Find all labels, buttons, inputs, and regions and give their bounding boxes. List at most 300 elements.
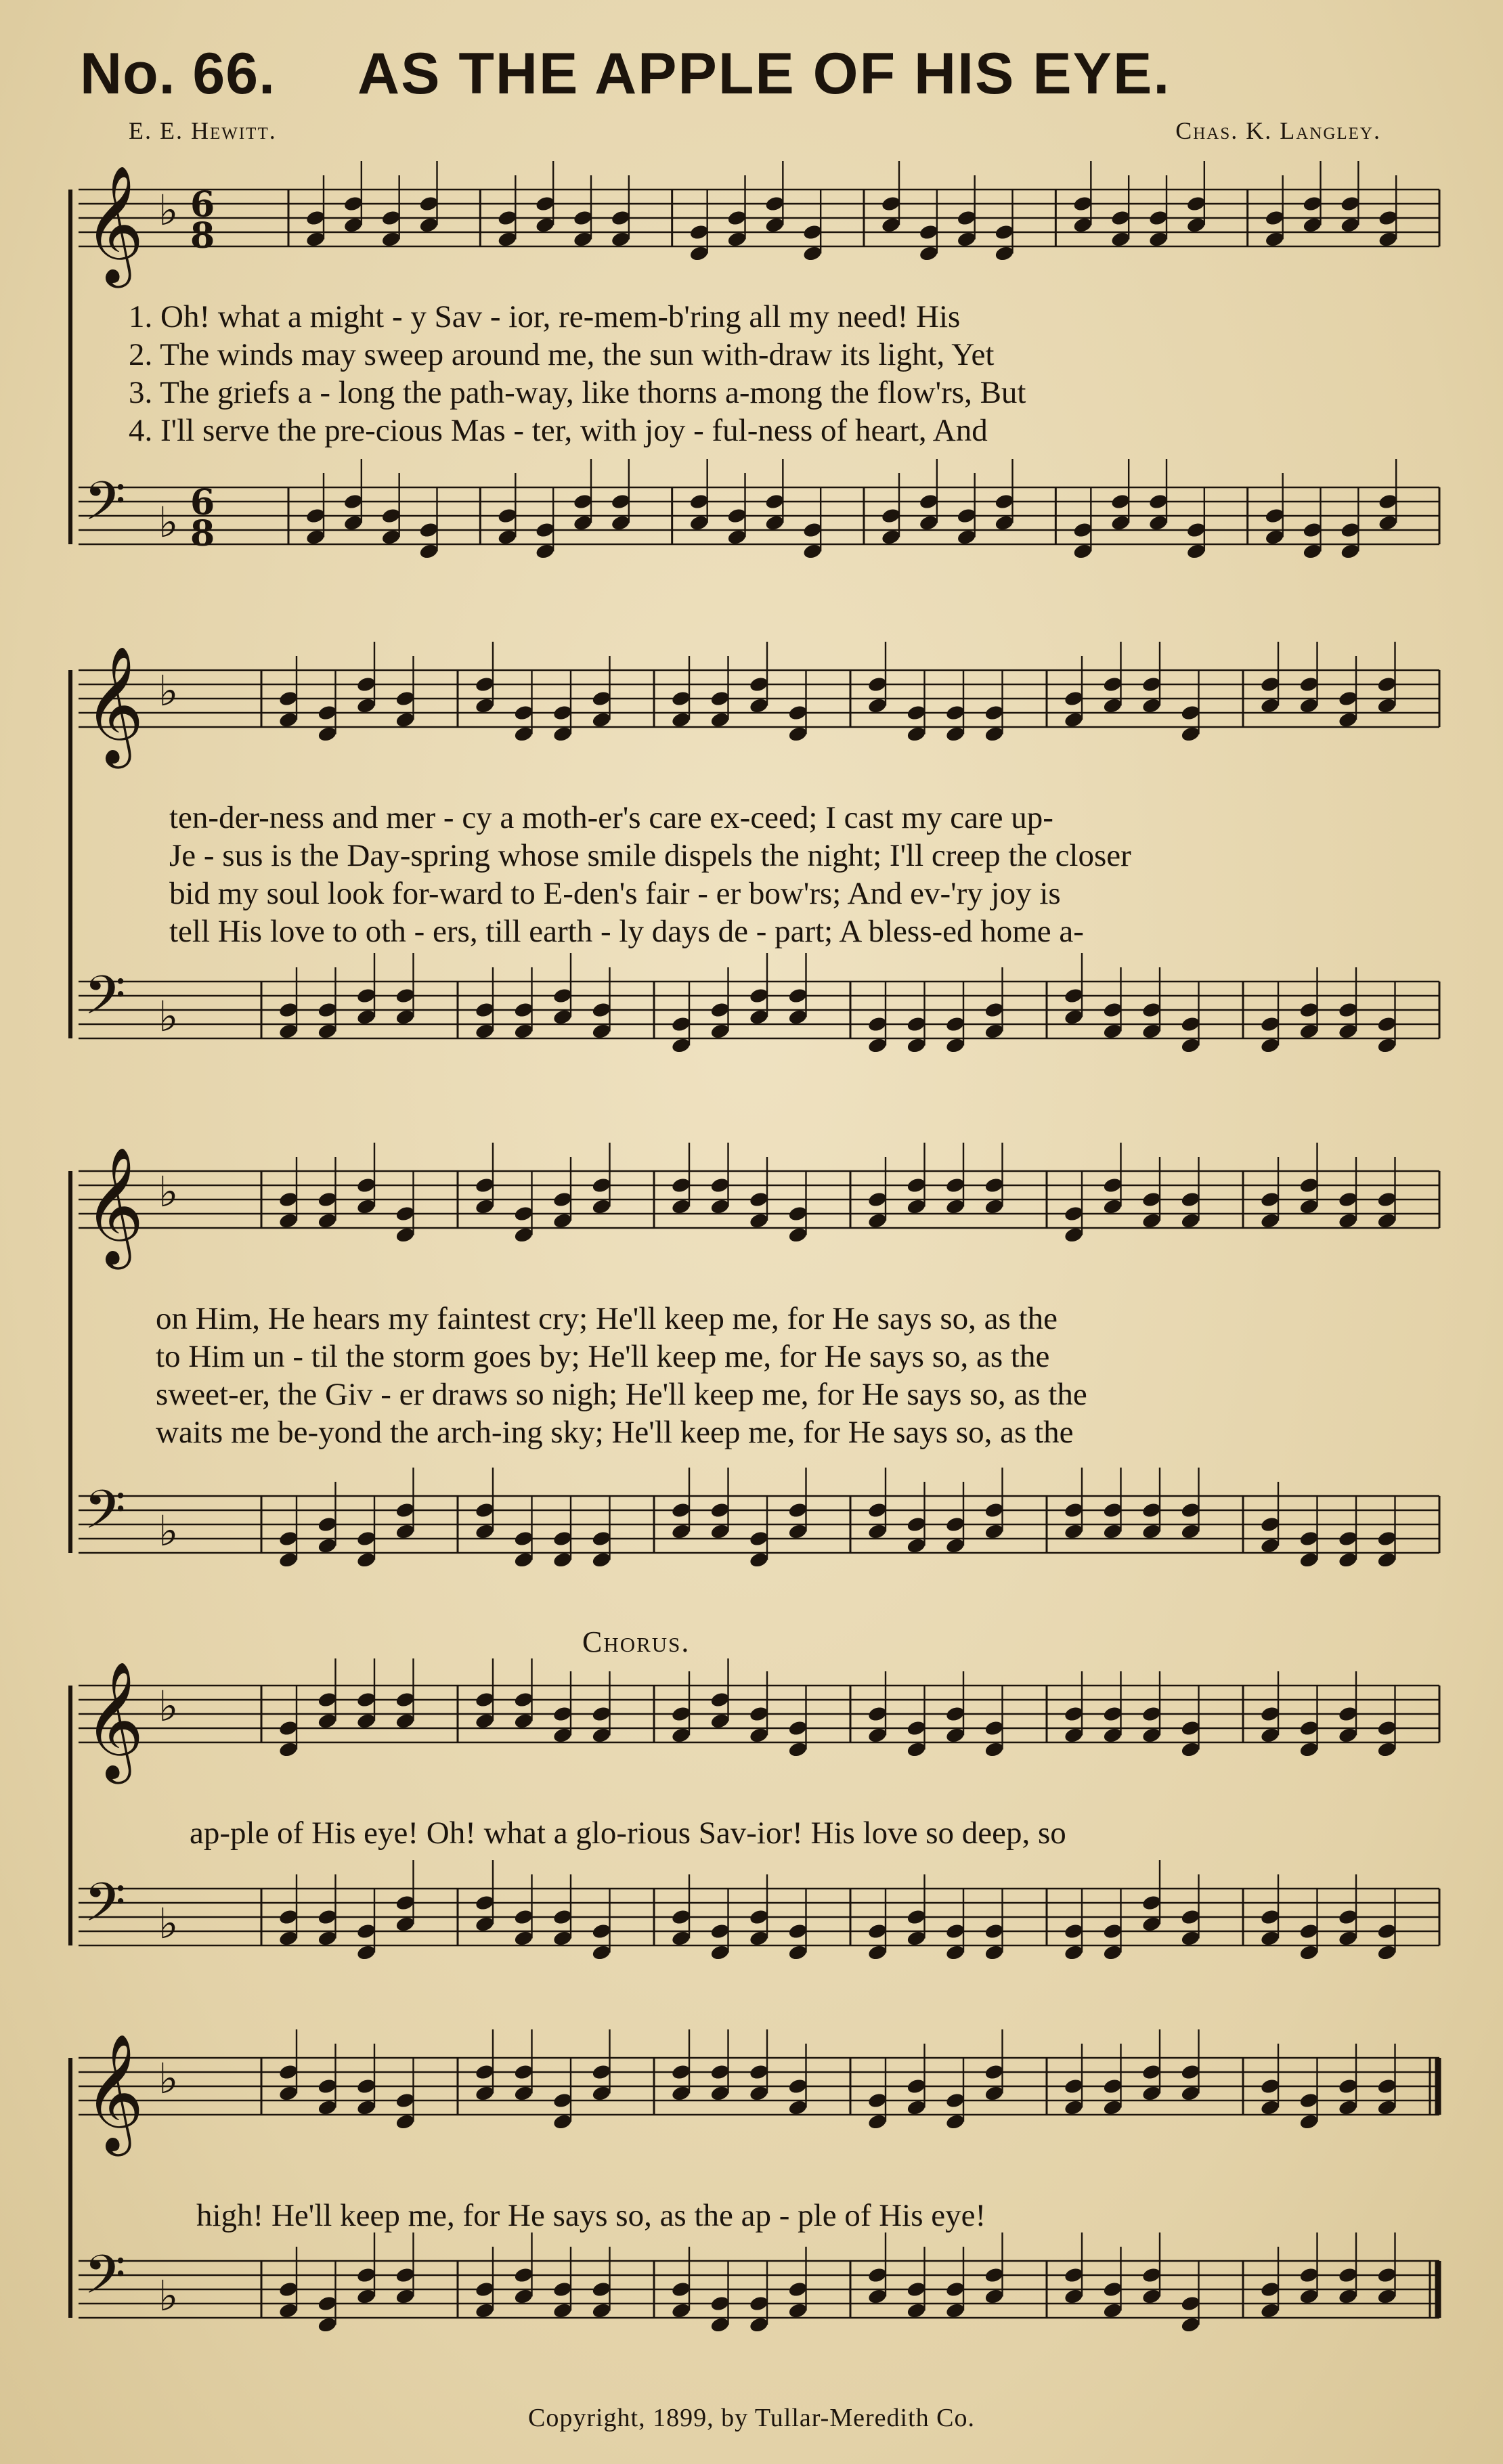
note-head [1180,2063,1201,2081]
note-head [1102,2302,1123,2320]
note-head [1340,195,1361,213]
note-head [1299,697,1320,715]
note-head [1376,1719,1397,1737]
note-head [1299,1552,1320,1569]
note-head [1299,1741,1320,1759]
note-head [513,2288,534,2306]
note-head [1338,1191,1359,1208]
note-head [591,2281,612,2298]
note-head [1141,697,1162,715]
note-head [1102,1001,1123,1019]
note-head [867,676,888,693]
note-head [1186,543,1207,560]
note-head [867,697,888,715]
note-head [1338,2099,1359,2117]
note-head [591,2063,612,2081]
note-head [278,1001,299,1019]
note-head [395,2266,416,2284]
note-head [671,1523,692,1541]
note-head [749,2085,770,2103]
note-head [994,223,1015,241]
note-head [1141,1212,1162,1230]
note-head [671,2302,692,2320]
verse-lyrics-block-3 [156,1300,1456,1451]
note-head [317,1930,338,1948]
note-head [787,726,808,743]
note-head [1064,2288,1085,2306]
note-head [278,2281,299,2298]
note-head [1072,217,1093,234]
note-head [573,493,594,510]
note-head [1180,726,1201,743]
note-head [1260,1705,1281,1723]
note-head [1064,1523,1085,1541]
note-head [984,2063,1005,2081]
note-head [1102,2281,1123,2298]
note-head [513,1713,534,1730]
note-head [317,1001,338,1019]
note-head [710,1922,731,1940]
note-head [552,1705,573,1723]
note-head [945,1922,966,1940]
note-head [710,1176,731,1194]
note-head [573,514,594,532]
note-head [710,690,731,707]
note-head [1102,1501,1123,1519]
note-head [919,223,940,241]
note-head [356,697,377,715]
note-head [787,1523,808,1541]
note-head [1338,1530,1359,1547]
note-head [919,493,940,510]
note-head [906,726,927,743]
note-head [1141,1191,1162,1208]
note-head [1376,1552,1397,1569]
note-head [573,209,594,227]
note-head [984,1944,1005,1962]
note-head [1141,1023,1162,1040]
note-head [513,1001,534,1019]
note-head [1180,1212,1201,1230]
note-head [1378,493,1399,510]
note-head [356,987,377,1005]
note-head [867,1015,888,1033]
note-head [475,1916,496,1933]
note-head [726,529,747,546]
note-head [278,711,299,729]
note-head [906,1198,927,1216]
note-head [356,1176,377,1194]
note-head [1064,1205,1085,1223]
note-head [710,1944,731,1962]
note-head [906,1176,927,1194]
note-head [591,690,612,707]
note-head [395,711,416,729]
note-head [984,1922,1005,1940]
note-head [1064,1705,1085,1723]
note-head [1299,1198,1320,1216]
note-head [671,1176,692,1194]
flat-icon: ♭ [158,992,179,1041]
note-head [591,1023,612,1040]
note-head [1141,1705,1162,1723]
note-head [475,1176,496,1194]
note-head [475,1523,496,1541]
note-head [1141,1001,1162,1019]
note-head [356,2099,377,2117]
chorus-label: Chorus. [582,1625,691,1658]
note-head [356,1713,377,1730]
note-head [802,543,823,560]
note-head [867,1727,888,1744]
note-head [317,704,338,722]
note-head [726,231,747,248]
note-head [867,2266,888,2284]
note-head [513,1691,534,1709]
note-head [1338,1552,1359,1569]
note-head [945,2302,966,2320]
note-head [945,2113,966,2131]
note-head [497,507,518,525]
note-head [356,1944,377,1962]
note-head [994,514,1015,532]
note-head [1110,514,1131,532]
note-head [867,1705,888,1723]
note-head [573,231,594,248]
note-head [881,507,902,525]
note-head [497,209,518,227]
note-head [984,1719,1005,1737]
note-head [749,1530,770,1547]
note-head [475,1691,496,1709]
note-head [317,2295,338,2312]
note-head [1064,2077,1085,2095]
note-head [395,2113,416,2131]
note-head [710,2085,731,2103]
note-head [726,209,747,227]
note-head [317,1713,338,1730]
note-head [906,1015,927,1033]
note-head [1148,231,1169,248]
note-head [395,1691,416,1709]
note-head [1338,1930,1359,1948]
note-head [317,1023,338,1040]
note-head [689,493,710,510]
note-head [278,1930,299,1948]
note-head [1260,1516,1281,1533]
note-head [787,2099,808,2117]
note-head [906,1908,927,1926]
note-head [1299,1922,1320,1940]
note-head [611,514,632,532]
note-head [1072,195,1093,213]
note-head [475,1001,496,1019]
note-head [535,195,556,213]
note-head [418,217,439,234]
lyric-line: to Him un - til the storm goes by; He'll keep me, for He says so, as the [156,1339,1050,1374]
flat-icon: ♭ [158,666,179,716]
note-head [671,1501,692,1519]
note-head [380,231,401,248]
note-head [475,2302,496,2320]
note-head [881,529,902,546]
lyric-line: bid my soul look for-ward to E-den's fair - er bow'rs; And ev-'ry joy is [169,876,1061,911]
note-head [945,1037,966,1055]
note-head [1260,1537,1281,1555]
note-head [497,529,518,546]
note-head [1338,2266,1359,2284]
note-head [535,543,556,560]
note-head [671,1930,692,1948]
flat-icon: ♭ [158,1899,179,1948]
note-head [1376,1741,1397,1759]
note-head [1102,1705,1123,1723]
note-head [343,217,364,234]
treble-clef-icon: 𝄞 [84,1147,144,1264]
note-head [278,1212,299,1230]
note-head [710,2316,731,2334]
note-head [749,697,770,715]
flat-icon: ♭ [158,2271,179,2320]
note-head [356,1009,377,1026]
note-head [1102,2099,1123,2117]
note-head [749,2295,770,2312]
note-head [1299,676,1320,693]
title-row [80,41,1423,115]
note-head [395,987,416,1005]
note-head [278,1023,299,1040]
bass-clef-icon: 𝄢 [84,964,126,1040]
note-head [1180,2295,1201,2312]
note-head [1376,1015,1397,1033]
note-head [881,217,902,234]
note-head [513,1227,534,1244]
bass-clef-icon: 𝄢 [84,470,126,546]
note-head [497,231,518,248]
note-head [956,231,977,248]
note-head [591,1705,612,1723]
note-head [984,1176,1005,1194]
note-head [475,697,496,715]
note-head [984,1023,1005,1040]
note-head [787,2077,808,2095]
note-head [802,521,823,539]
note-head [956,529,977,546]
note-head [787,1205,808,1223]
note-head [726,507,747,525]
note-head [956,507,977,525]
note-head [919,514,940,532]
lyric-line: Je - sus is the Day-spring whose smile dispels the night; I'll creep the closer [169,838,1131,873]
note-head [317,1908,338,1926]
note-head [749,1930,770,1948]
note-head [1376,1212,1397,1230]
note-head [710,711,731,729]
lyric-line: ap-ple of His eye! Oh! what a glo-rious Sav-ior! His love so deep, so [190,1816,1066,1851]
note-head [749,1009,770,1026]
note-head [1299,1530,1320,1547]
note-head [906,1930,927,1948]
note-head [475,1713,496,1730]
note-head [802,245,823,263]
note-head [764,217,785,234]
note-head [1102,676,1123,693]
note-head [867,1922,888,1940]
note-head [1186,195,1207,213]
note-head [1148,209,1169,227]
note-head [356,2077,377,2095]
time-signature-bottom: 8 [190,513,215,554]
note-head [1180,1719,1201,1737]
note-head [380,209,401,227]
note-head [984,1001,1005,1019]
note-head [1378,231,1399,248]
note-head [1148,514,1169,532]
note-head [552,726,573,743]
note-head [305,529,326,546]
note-head [1180,704,1201,722]
note-head [395,1916,416,1933]
note-head [994,245,1015,263]
flat-icon: ♭ [158,2054,179,2103]
note-head [984,2288,1005,2306]
note-head [591,1944,612,1962]
note-head [591,1198,612,1216]
note-head [380,507,401,525]
note-head [1064,1922,1085,1940]
note-head [317,2099,338,2117]
note-head [671,1015,692,1033]
note-head [552,987,573,1005]
note-head [749,1705,770,1723]
note-head [305,507,326,525]
note-head [552,704,573,722]
note-head [1064,1501,1085,1519]
note-head [1376,1037,1397,1055]
note-head [278,2302,299,2320]
note-head [395,1009,416,1026]
note-head [1064,690,1085,707]
note-head [1338,2077,1359,2095]
chorus-lyrics-2 [196,2197,1456,2235]
note-head [552,2302,573,2320]
note-head [1064,711,1085,729]
note-head [475,1894,496,1912]
note-head [787,1501,808,1519]
note-head [278,1741,299,1759]
note-head [671,2063,692,2081]
note-head [956,209,977,227]
note-head [317,2316,338,2334]
note-head [867,1037,888,1055]
note-head [513,1530,534,1547]
note-head [1299,2266,1320,2284]
note-head [535,217,556,234]
note-head [317,1212,338,1230]
note-head [552,1009,573,1026]
treble-clef-icon: 𝄞 [84,2033,144,2151]
note-head [1141,1523,1162,1541]
lyric-line: high! He'll keep me, for He says so, as the ap - ple of His eye! [196,2198,986,2233]
note-head [1340,543,1361,560]
note-head [671,690,692,707]
note-head [1260,1930,1281,1948]
note-head [1260,1908,1281,1926]
note-head [1376,2288,1397,2306]
note-head [1378,514,1399,532]
note-head [1064,1227,1085,1244]
note-head [787,1922,808,1940]
note-head [1260,2077,1281,2095]
note-head [1299,1001,1320,1019]
note-head [867,1523,888,1541]
note-head [356,1552,377,1569]
note-head [1180,2316,1201,2334]
note-head [1260,2099,1281,2117]
note-head [867,1212,888,1230]
chorus-lyrics-1 [190,1814,1456,1852]
note-head [513,1205,534,1223]
note-head [945,1944,966,1962]
lyric-line: 3. The griefs a - long the path-way, like thorns a-mong the flow'rs, But [129,375,1026,410]
note-head [867,1191,888,1208]
note-head [867,1501,888,1519]
note-head [1110,493,1131,510]
note-head [919,245,940,263]
note-head [710,1691,731,1709]
note-head [710,1501,731,1519]
lyric-line: 1. Oh! what a might - y Sav - ior, re-mem-b'ring all my need! His [129,299,961,334]
note-head [984,726,1005,743]
note-head [1299,1944,1320,1962]
note-head [513,2063,534,2081]
treble-clef-icon: 𝄞 [84,165,144,283]
note-head [418,195,439,213]
note-head [418,543,439,560]
note-head [1102,1922,1123,1940]
note-head [1141,1894,1162,1912]
note-head [1340,217,1361,234]
note-head [906,1516,927,1533]
note-head [1141,2266,1162,2284]
note-head [317,1191,338,1208]
note-head [356,676,377,693]
note-head [1102,1944,1123,1962]
note-head [343,493,364,510]
note-head [710,1198,731,1216]
note-head [475,676,496,693]
note-head [380,529,401,546]
note-head [1264,209,1285,227]
bass-clef-icon: 𝄢 [84,1871,126,1947]
note-head [611,493,632,510]
note-head [671,2281,692,2298]
note-head [984,1741,1005,1759]
composer-credit: Chas. K. Langley. [1175,117,1381,144]
note-head [552,1908,573,1926]
note-head [278,1530,299,1547]
note-head [278,1908,299,1926]
note-head [1260,1015,1281,1033]
note-head [591,1552,612,1569]
note-head [591,1727,612,1744]
note-head [513,1908,534,1926]
note-head [1338,1212,1359,1230]
note-head [749,1727,770,1744]
lyric-line: 2. The winds may sweep around me, the sun with-draw its light, Yet [129,337,995,372]
note-head [787,1227,808,1244]
note-head [278,1719,299,1737]
